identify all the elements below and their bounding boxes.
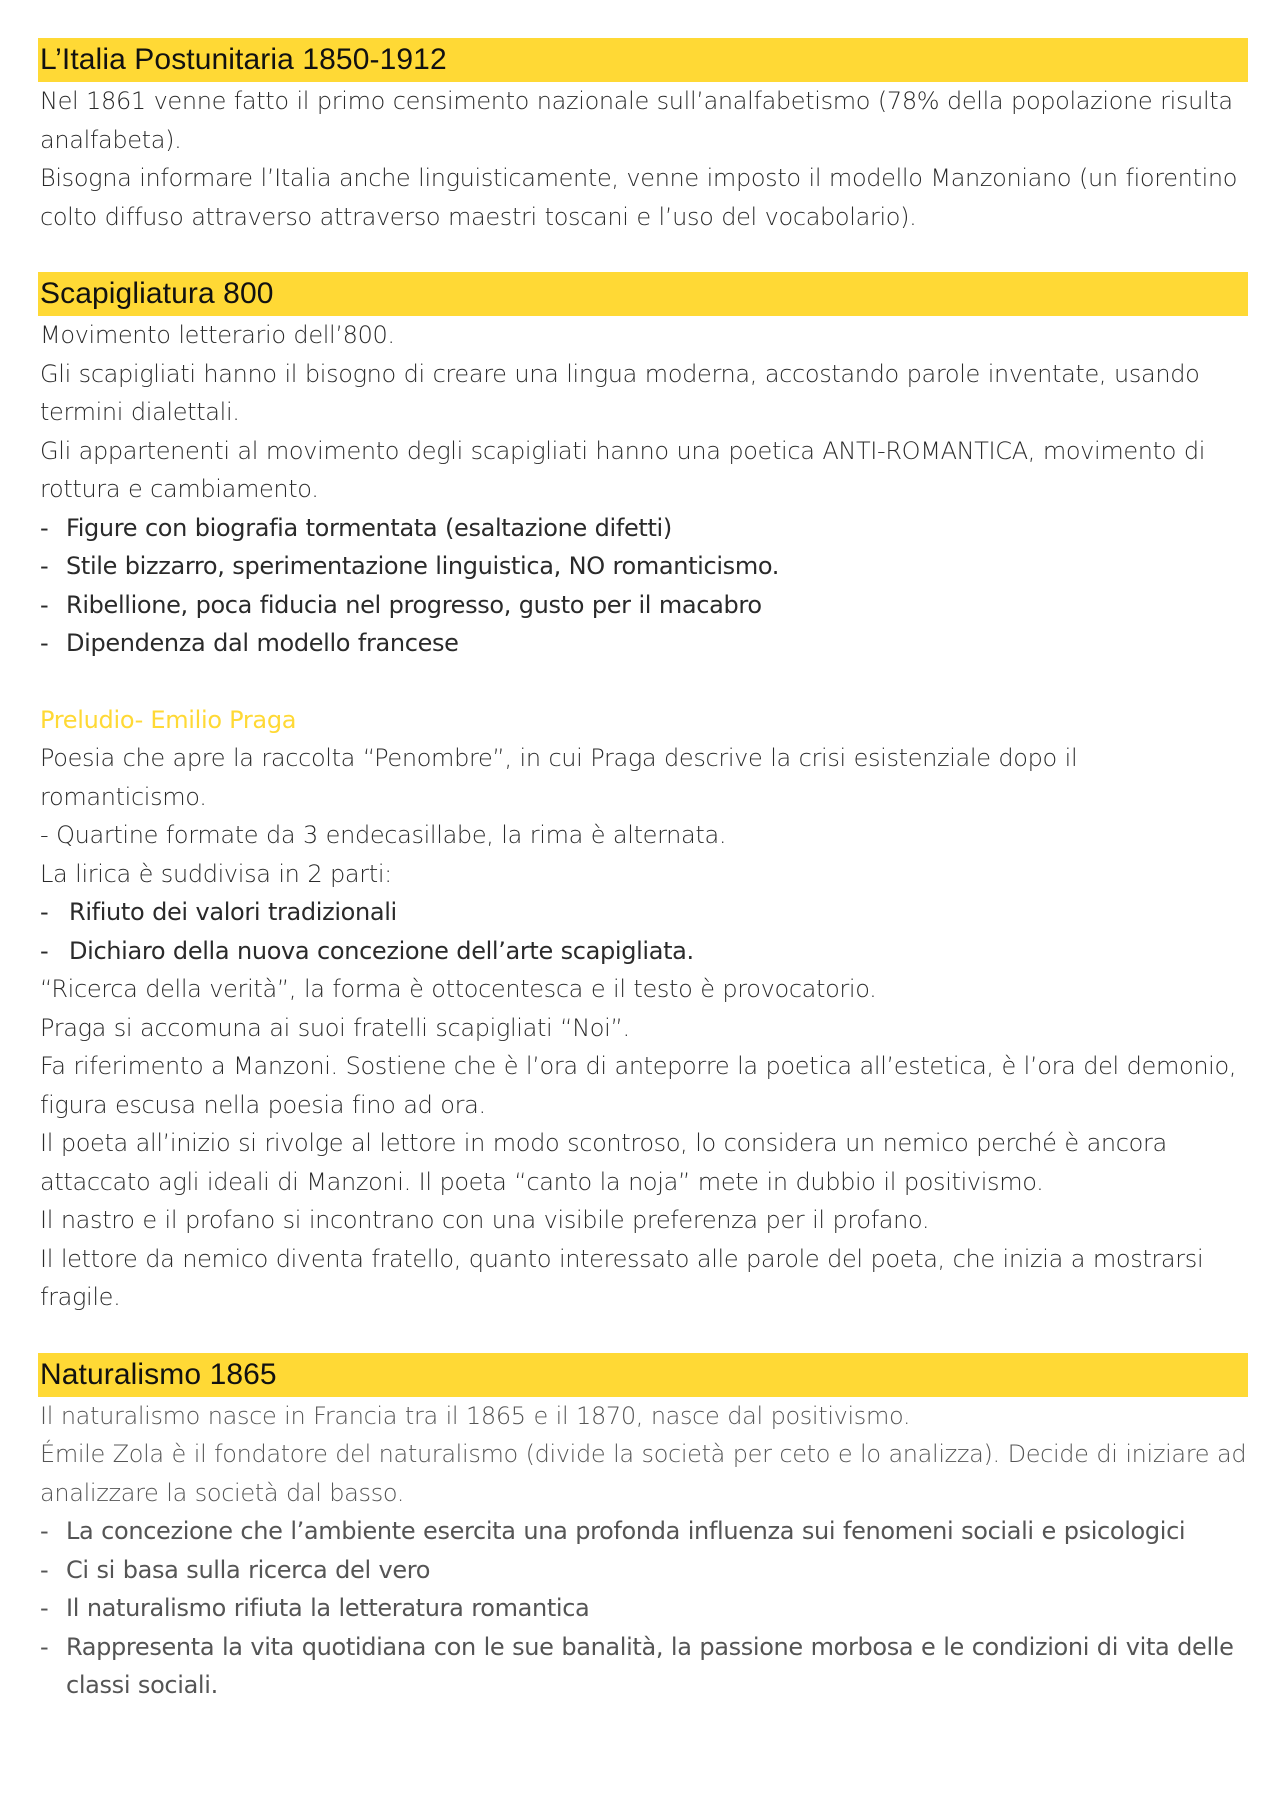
paragraph: Fa riferimento a Manzoni. Sostiene che è l’ora di anteporre la poetica all’estetica, è l’ora del demonio, figura escusa nella poesia fino ad ora.: [40, 1052, 1237, 1119]
paragraph: “Ricerca della verità”, la forma è ottocentesca e il testo è provocatorio.: [40, 975, 877, 1003]
paragraph: Movimento letterario dell’800.: [40, 321, 395, 349]
list-item: - Dipendenza dal modello francese: [38, 624, 1248, 663]
list-item: - La concezione che l’ambiente esercita una profonda influenza sui fenomeni sociali e psicologici: [38, 1512, 1248, 1551]
paragraph: Émile Zola è il fondatore del naturalismo (divide la società per ceto e lo analizza). Decide di iniziare ad analizzare la società dal basso.: [40, 1440, 1247, 1507]
paragraph: Il nastro e il profano si incontrano con una visibile preferenza per il profano.: [40, 1206, 930, 1234]
paragraph: Praga si accomuna ai suoi fratelli scapigliati “Noi”.: [40, 1013, 630, 1042]
paragraph: Poesia che apre la raccolta “Penombre”, in cui Praga descrive la crisi esistenziale dopo il romanticismo.: [40, 744, 1078, 811]
list-item: - Figure con biografia tormentata (esaltazione difetti): [38, 509, 1248, 548]
section-scapigliatura: [38, 272, 1248, 1317]
paragraph: Nel 1861 venne fatto il primo censimento nazionale sull’analfabetismo (78% della popolazione risulta analfabeta).: [40, 87, 1233, 154]
section-naturalismo: [38, 1353, 1248, 1705]
paragraph: Bisogna informare l’Italia anche linguisticamente, venne imposto il modello Manzoniano (un fiorentino colto diffuso attraverso attraverso maestri toscani e l’uso del vocabolario).: [40, 164, 1238, 231]
paragraph: - Quartine formate da 3 endecasillabe, la rima è alternata.: [40, 821, 727, 849]
section-heading: Naturalismo 1865: [38, 1353, 1248, 1397]
document-page: [38, 38, 1248, 1705]
bullet-list: [38, 509, 1248, 663]
section-heading: L’Italia Postunitaria 1850-1912: [38, 38, 1248, 82]
bullet-list: [38, 893, 1248, 970]
list-item: - Stile bizzarro, sperimentazione linguistica, NO romanticismo.: [38, 547, 1248, 586]
list-item: - Rappresenta la vita quotidiana con le sue banalità, la passione morbosa e le condizioni di vita delle classi sociali.: [38, 1628, 1248, 1705]
section-italia-postunitaria: [38, 38, 1248, 236]
list-item: - Dichiaro della nuova concezione dell’arte scapigliata.: [38, 932, 1248, 971]
paragraph: Il poeta all’inizio si rivolge al lettore in modo scontroso, lo considera un nemico perché è ancora attaccato agli ideali di Manzoni. Il poeta “canto la noja” mete in dubbio il positivismo.: [40, 1129, 1167, 1196]
paragraph: Il lettore da nemico diventa fratello, quanto interessato alle parole del poeta, che inizia a mostrarsi fragile.: [40, 1244, 1204, 1311]
paragraph: Gli appartenenti al movimento degli scapigliati hanno una poetica ANTI-ROMANTICA, movimento di rottura e cambiamento.: [40, 436, 1206, 503]
list-item: - Il naturalismo rifiuta la letteratura romantica: [38, 1589, 1248, 1628]
list-item: - Ci si basa sulla ricerca del vero: [38, 1551, 1248, 1590]
list-item: - Rifiuto dei valori tradizionali: [38, 893, 1248, 932]
list-item: - Ribellione, poca fiducia nel progresso, gusto per il macabro: [38, 586, 1248, 625]
bullet-list: [38, 1512, 1248, 1705]
subsection-title: Preludio- Emilio Praga: [40, 705, 297, 734]
paragraph: Il naturalismo nasce in Francia tra il 1865 e il 1870, nasce dal positivismo.: [40, 1401, 911, 1430]
paragraph: Gli scapigliati hanno il bisogno di creare una lingua moderna, accostando parole inventate, usando termini dialettali.: [40, 359, 1200, 426]
section-heading: Scapigliatura 800: [38, 272, 1248, 316]
paragraph: La lirica è suddivisa in 2 parti:: [40, 859, 392, 888]
